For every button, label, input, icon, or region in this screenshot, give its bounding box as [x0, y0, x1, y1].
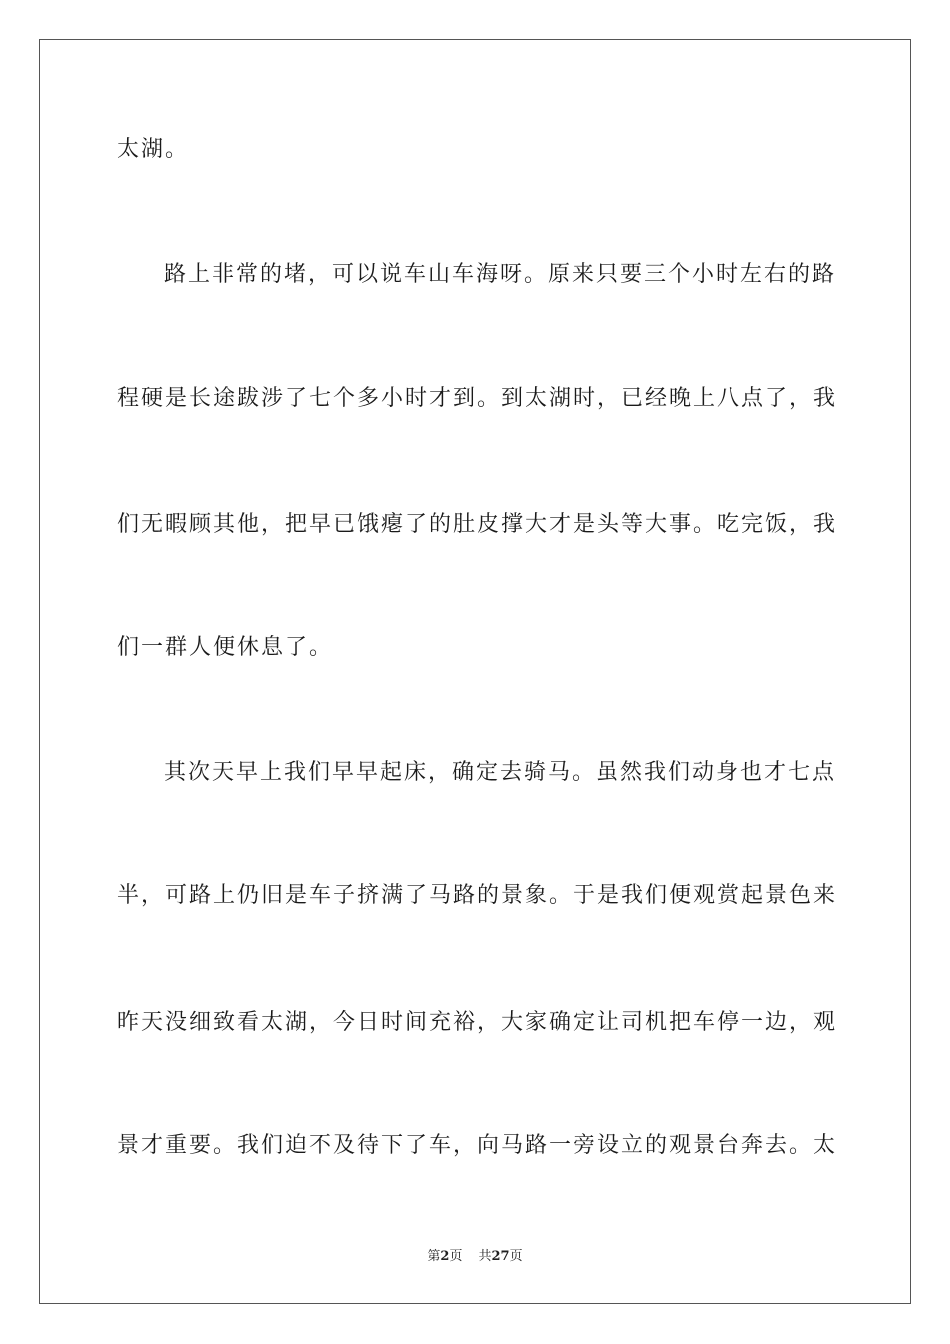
paragraph-1-line-1: 路上非常的堵，可以说车山车海呀。原来只要三个小时左右的路	[164, 262, 837, 287]
paragraph-2-line-1: 其次天早上我们早早起床，确定去骑马。虽然我们动身也才七点	[164, 760, 837, 785]
page-suffix: 页	[449, 1249, 463, 1264]
page-prefix: 第	[427, 1249, 441, 1264]
paragraph-2-line-3: 昨天没细致看太湖，今日时间充裕，大家确定让司机把车停一边，观	[117, 1010, 838, 1035]
paragraph-1-line-4: 们一群人便休息了。	[117, 635, 334, 660]
paragraph-2-line-4: 景才重要。我们迫不及待下了车，向马路一旁设立的观景台奔去。太	[117, 1133, 838, 1158]
paragraph-1-line-2: 程硬是长途跋涉了七个多小时才到。到太湖时，已经晚上八点了，我	[117, 386, 838, 411]
text-line-1: 太湖。	[117, 137, 190, 162]
paragraph-1-line-3: 们无暇顾其他，把早已饿瘪了的肚皮撑大才是头等大事。吃完饭，我	[117, 512, 838, 537]
total-suffix: 页	[509, 1249, 523, 1264]
total-pages: 27	[491, 1249, 510, 1264]
page-number: 2	[440, 1249, 450, 1264]
page-border	[39, 39, 911, 1304]
paragraph-2-line-2: 半，可路上仍旧是车子挤满了马路的景象。于是我们便观赏起景色来	[117, 883, 838, 908]
total-prefix: 共	[478, 1249, 492, 1264]
page-footer	[0, 1249, 950, 1265]
